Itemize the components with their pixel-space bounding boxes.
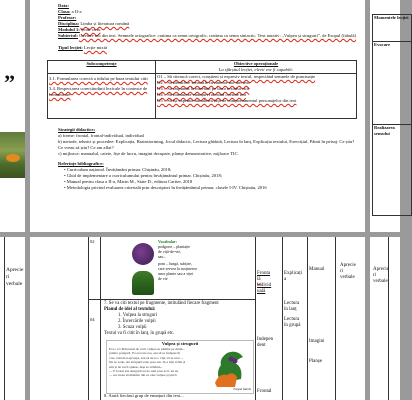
methods-col: Explicați a Lectura în lanț Lectura în grupă [284, 271, 303, 328]
story-title: Vulpea și strugurii [161, 341, 199, 346]
moment-evocare: Evocare [373, 42, 412, 125]
quote-mark: ” [4, 70, 15, 95]
evaluation-col: Aprecie ri verbale [340, 263, 356, 280]
page-thumb-top-right[interactable] [370, 0, 409, 232]
strategy-block: Strategii didactice: a) forme: frontal, frontal-individual, individual b) metode, tehnici și procedee: Explicația, Brainstorming, Jocul didactic, Lectura ghidată, Lectura în lanț, Explicația textului, Exercițiul, Pâinii în peisaj: Ce știu? Ce vreau să știu? Ce am aflat? c) mijloace: manualul, caiete, fișe de lucru, imagini decupate, planșe demonstrative, mijloace TIC. [58, 127, 355, 156]
row-number-1: 02 [90, 239, 95, 244]
eval-right: Aprecie ri verbale [373, 267, 389, 284]
exercise-text: 7. Se va citi textul pe fragmente, intitulând fiecare fragment Planul de idei al textului: 1. Vulpea la struguri 2. Încercările vulpii 3. Scuza vulpii Textul va fi citit în lanț, în grupă etc. [104, 301, 219, 336]
subcompetente-cell: 3.1. Formularea corectă a titlului pe baza textului citit 3.4. Respectarea corectitudinii lexicale în contexte de comunicare [48, 74, 156, 119]
orange-object [6, 154, 20, 162]
header-line-data: Data: [58, 3, 69, 8]
fox-image [207, 349, 249, 389]
forms-col: Fronta lă individ uală Indepen dent Frontal [257, 271, 274, 394]
header-block [58, 3, 358, 51]
story-box: Vulpea și strugurii Era o zi călduroasă de vară, vulpea se plimba pe drum... printre podgorii. Ea era tare rea, sau să se furișeze în vreo casă mai aproape, sau să nu ia o viță, să se urce ... Nu se vede, dar strugurii erau prea sus. Și-a luat avânt și sări și iar nu îi ajunse, deși se străduia... — E foarte sus strugurii acolo sunt prea acri, iar eu — nu vreau să mănânc din ei, zise vulpea și plecă Esopul fabule [106, 340, 254, 394]
page-thumb-bottom-right[interactable] [370, 237, 400, 400]
col-subcompetente: Subcompetențe [48, 61, 156, 74]
row-number-2: 04 [90, 317, 95, 322]
lesson-plan-page-bottom[interactable] [30, 237, 365, 400]
lesson-plan-page-top[interactable] [30, 0, 365, 232]
ref-item: • Curriculum național. Învățământ primar. Chișinău, 2018; [64, 167, 172, 172]
obiective-cell: O1 – Să citească corect, conștient și expresiv textul, respectând semnele de punctuație O2 – Să identifice sensurile cuvintelor noi din text O3 – Să răspundă la întrebări pe baza textului citit O4 – Să formuleze enunțuri folosind cuvinte noi O5 – Să își exprime atitudinea față de comportamentul personajelor din text [156, 74, 357, 119]
header-line-subiect: Subiectul: Cuvinte noi din text. Semnele ortografice: cratima ca semn ortografic, cratima ca semn sintactic, Text narativ: „Vulpea și strugurii”, de Esopul (fabulă) [58, 33, 357, 38]
header-line-clasa: Clasa: a II-a [58, 9, 82, 14]
header-line-disciplina: Disciplina: Limba și literatura română [58, 21, 130, 26]
references-block: Referințe bibliografice: • Curriculum național. Învățământ primar. Chișinău, 2018; • Ghid de implementare a curriculumului pentru învățământul primar. Chișinău, 2018; • Manual pentru clasa a II-a, Marin M., State D., editura Cartier, 2018 • Metodologia privind evaluarea criterială prin descriptori în învățământul primar, clasele I-IV. Chișinău, 2016 [58, 161, 358, 191]
col-obiective: Obiective operaționale La sfârșitul lecției, elevii vor fi capabili: [156, 61, 357, 74]
ref-item: • Metodologia privind evaluarea criterială prin descriptori în învățământul primar, clasele I-IV. Chișinău, 2016 [64, 185, 267, 190]
story-credit: Esopul fabule [233, 387, 251, 391]
moments-table [372, 14, 412, 216]
vocabulary-box: Vocabular: podgorie – plantație de viță-de-vie, sau... pom – lungă, subțire, care servea la susținerea unor plante sau a viței de vie [132, 239, 216, 297]
ref-item: • Ghid de implementare a curriculumului pentru învățământul primar. Chișinău, 2018; [64, 173, 223, 178]
eval-left: Aprecie ri verbale [6, 267, 24, 287]
resources-col: Manual Imagini Planșe [309, 267, 325, 364]
header-line-tip: Tipul lecției: Lecție mixtă [58, 45, 108, 50]
tree-image [132, 271, 154, 295]
header-line-profesor: Profesor: [58, 15, 77, 20]
header-line-modul: Modulul 1: Școli ca tu [58, 27, 101, 32]
bottom-line: 8. Arată fiecărui grup de enunțuri din text... [104, 393, 184, 398]
moment-header: Momentele lecției [373, 15, 412, 42]
moment-realizare: Realizarea sensului [373, 125, 412, 216]
page-thumb-bottom-left[interactable] [0, 237, 25, 400]
objectives-table [47, 60, 357, 119]
ref-item: • Manual pentru clasa a II-a, Marin M., State D., editura Cartier, 2018 [64, 179, 193, 184]
page-thumb-top-left[interactable] [0, 0, 25, 232]
vocab-title: Vocabular: [158, 239, 177, 244]
grapes-image [132, 243, 154, 265]
